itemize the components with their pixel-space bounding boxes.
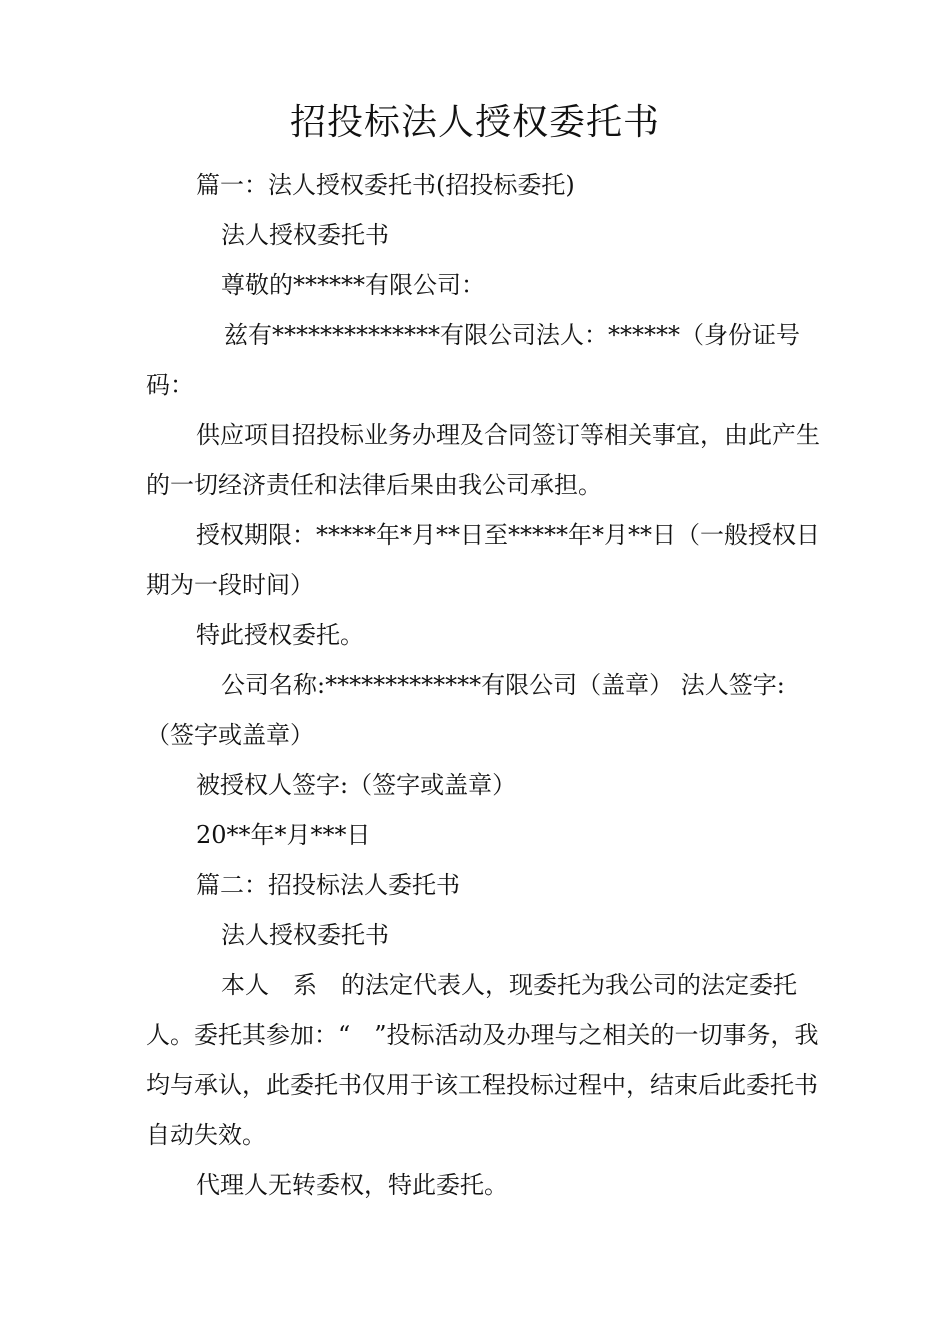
section-heading-2: 篇二：招投标法人委托书 [196,871,460,899]
section-heading-1: 篇一：法人授权委托书(招投标委托) [196,171,575,199]
document-title: 招投标法人授权委托书 [289,102,660,143]
paragraph-closing: 特此授权委托。 [196,621,364,649]
salutation: 尊敬的******有限公司： [221,271,485,299]
paragraph-authorization: 兹有**************有限公司法人：******（身份证号码： [146,321,800,399]
subtitle-1: 法人授权委托书 [221,221,389,249]
document-body [146,160,826,1210]
paragraph-term: 授权期限：*****年*月**日至*****年*月**日（一般授权日期为一段时间） [146,521,820,599]
paragraph-date: 20**年*月***日 [196,821,371,849]
paragraph-no-sub-delegation: 代理人无转委权，特此委托。 [196,1171,508,1199]
paragraph-scope: 供应项目招投标业务办理及合同签订等相关事宜，由此产生的一切经济责任和法律后果由我公司承担。 [146,421,820,499]
paragraph-agent-signature: 被授权人签字:（签字或盖章） [196,771,517,799]
paragraph-company-signature: 公司名称:*************有限公司（盖章） 法人签字:（签字或盖章） [146,671,785,749]
paragraph-delegation: 本人 系 的法定代表人，现委托为我公司的法定委托人。委托其参加：“ ”投标活动及办理与之相关的一切事务，我均与承认，此委托书仅用于该工程投标过程中，结束后此委托书自动失效。 [146,971,819,1149]
subtitle-2: 法人授权委托书 [221,921,389,949]
